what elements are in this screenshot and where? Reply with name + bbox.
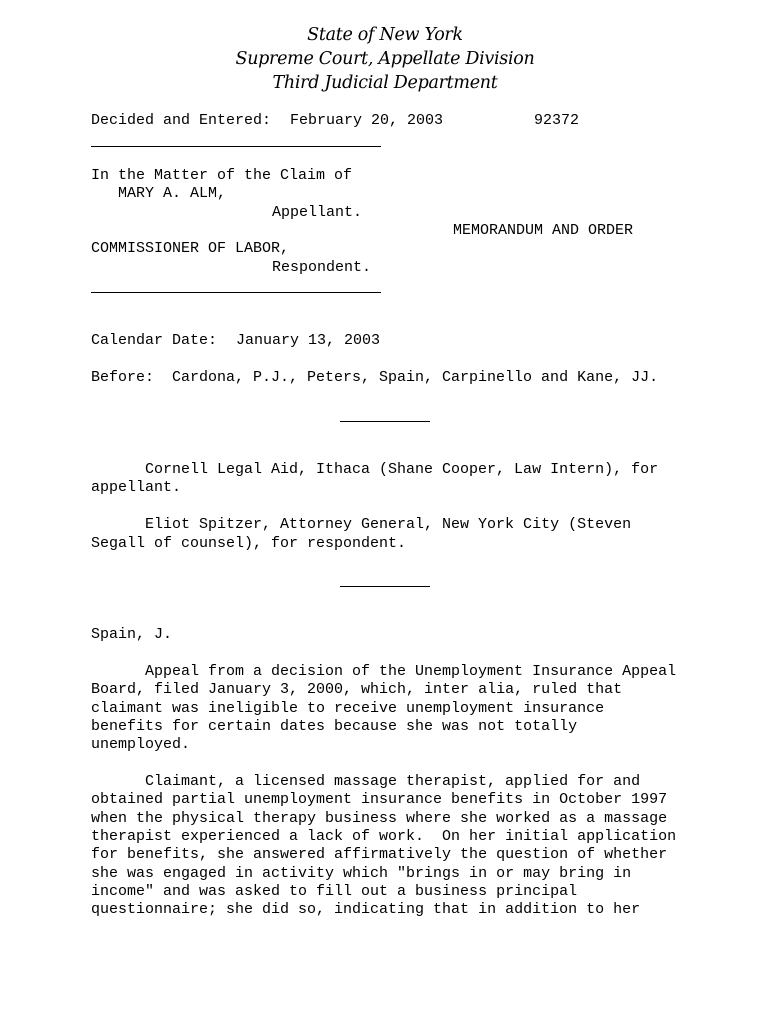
paragraph2-line: therapist experienced a lack of work. On her initial application — [91, 828, 677, 845]
caption-respondent-role: Respondent. — [272, 259, 372, 276]
state-heading: State of New York — [307, 25, 463, 45]
paragraph1-line: Appeal from a decision of the Unemployment Insurance Appeal — [145, 663, 677, 680]
caption-top-rule — [91, 146, 381, 147]
paragraph2-line: she was engaged in activity which "brings in or may bring in — [91, 865, 632, 882]
paragraph1-line: benefits for certain dates because she was not totally — [91, 718, 578, 735]
caption-bottom-rule — [91, 292, 381, 293]
respondent-counsel-line2: Segall of counsel), for respondent. — [91, 535, 407, 552]
docket-number: 92372 — [534, 112, 580, 129]
order-type: MEMORANDUM AND ORDER — [453, 222, 634, 239]
paragraph2-line: when the physical therapy business where she worked as a massage — [91, 810, 668, 827]
department-heading: Third Judicial Department — [272, 73, 498, 93]
before-label: Before: — [91, 369, 155, 386]
before-judges: Cardona, P.J., Peters, Spain, Carpinello and Kane, JJ. — [172, 369, 659, 386]
opinion-author: Spain, J. — [91, 626, 173, 643]
appellant-counsel-line2: appellant. — [91, 479, 182, 496]
calendar-date: January 13, 2003 — [236, 332, 381, 349]
court-heading: Supreme Court, Appellate Division — [235, 49, 535, 69]
section-divider-1 — [340, 421, 430, 422]
caption-respondent: COMMISSIONER OF LABOR, — [91, 240, 290, 257]
paragraph1-line: claimant was ineligible to receive unemployment insurance — [91, 700, 605, 717]
caption-appellant-role: Appellant. — [272, 204, 363, 221]
caption-claimant: MARY A. ALM, — [118, 185, 227, 202]
paragraph1-line: Board, filed January 3, 2000, which, inter alia, ruled that — [91, 681, 623, 698]
calendar-label: Calendar Date: — [91, 332, 218, 349]
respondent-counsel-line1: Eliot Spitzer, Attorney General, New York City (Steven — [145, 516, 632, 533]
paragraph2-line: Claimant, a licensed massage therapist, applied for and — [145, 773, 641, 790]
paragraph1-line: unemployed. — [91, 736, 191, 753]
section-divider-2 — [340, 586, 430, 587]
caption-matter: In the Matter of the Claim of — [91, 167, 353, 184]
paragraph2-line: obtained partial unemployment insurance benefits in October 1997 — [91, 791, 668, 808]
decided-date: February 20, 2003 — [290, 112, 444, 129]
paragraph2-line: for benefits, she answered affirmatively the question of whether — [91, 846, 668, 863]
paragraph2-line: questionnaire; she did so, indicating that in addition to her — [91, 901, 641, 918]
appellant-counsel-line1: Cornell Legal Aid, Ithaca (Shane Cooper, Law Intern), for — [145, 461, 659, 478]
paragraph2-line: income" and was asked to fill out a business principal — [91, 883, 578, 900]
decided-label: Decided and Entered: — [91, 112, 272, 129]
